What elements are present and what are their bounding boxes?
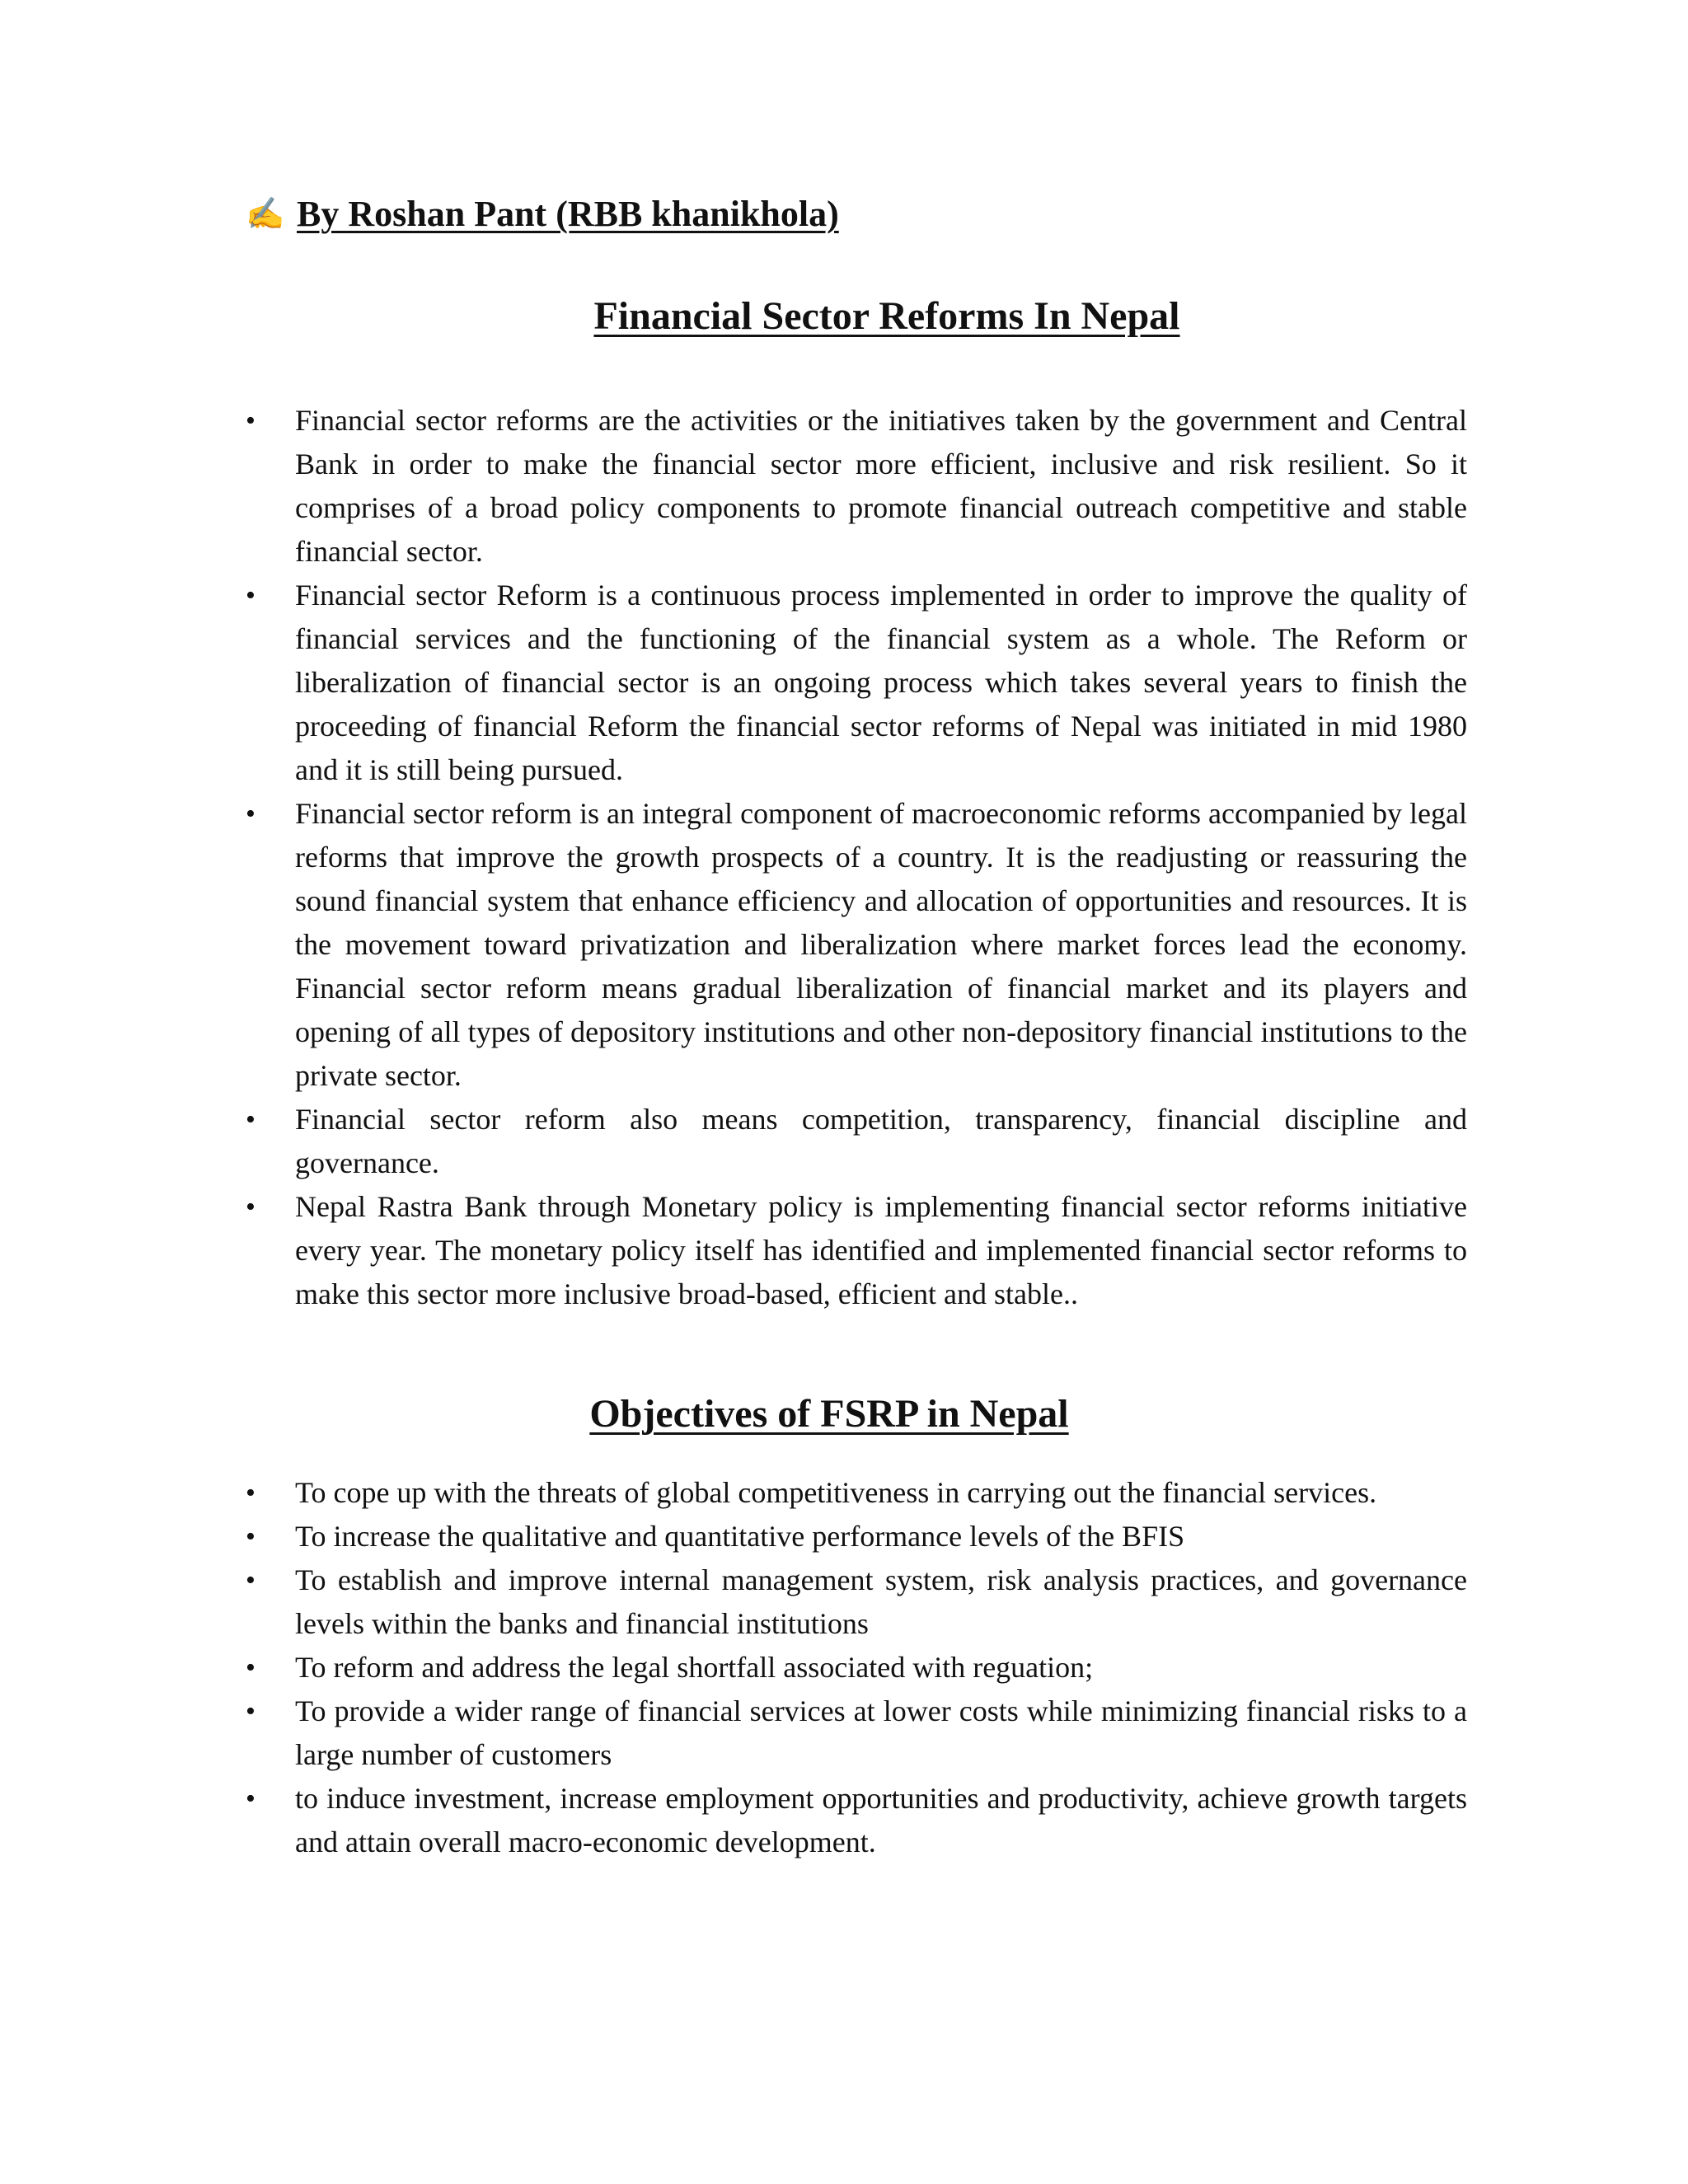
bullet-icon: • [246,1478,256,1508]
list-item: • to induce investment, increase employment opportunities and productivity, achieve growth targets and attain overall macro-economic development. [246,1777,1467,1864]
list-item: • Financial sector reforms are the activities or the initiatives taken by the government and Central Bank in order to make the financial sector more efficient, inclusive and risk resilient. So it comprises of a broad policy components to promote financial outreach competitive and stable financial sector. [246,399,1467,574]
author-name: By Roshan Pant (RBB khanikhola) [297,194,839,234]
list-item: • Financial sector reform also means competition, transparency, financial discipline and governance. [246,1098,1467,1185]
list-item: • Nepal Rastra Bank through Monetary policy is implementing financial sector reforms initiative every year. The monetary policy itself has identified and implemented financial sector reforms to make this sector more inclusive broad-based, efficient and stable.. [246,1185,1467,1316]
bullet-icon: • [246,1652,256,1683]
list-item: • To establish and improve internal management system, risk analysis practices, and governance levels within the banks and financial institutions [246,1558,1467,1646]
bullet-icon: • [246,1192,256,1222]
list-item: • To provide a wider range of financial services at lower costs while minimizing financial risks to a large number of customers [246,1690,1467,1777]
bullet-icon: • [246,1521,256,1552]
bullet-icon: • [246,580,256,611]
bullet-icon: • [246,405,256,436]
bullet-icon: • [246,799,256,829]
list-item: • Financial sector reform is an integral component of macroeconomic reforms accompanied by legal reforms that improve the growth prospects of a country. It is the readjusting or reassuring the sound financial system that enhance efficiency and allocation of opportunities and resources. It is the movement toward privatization and liberalization where market forces lead the economy. Financial sector reform means gradual liberalization of financial market and its players and opening of all types of depository institutions and other non-depository financial institutions to the private sector. [246,792,1467,1098]
reforms-list [246,399,1467,1316]
pen-icon: ✍ [246,196,285,232]
bullet-icon: • [246,1104,256,1135]
page-title: Financial Sector Reforms In Nepal [593,294,1180,338]
objectives-heading: Objectives of FSRP in Nepal [589,1392,1069,1436]
list-item: • To reform and address the legal shortfall associated with reguation; [246,1646,1467,1690]
bullet-icon: • [246,1696,256,1727]
list-item: • Financial sector Reform is a continuous process implemented in order to improve the quality of financial services and the functioning of the financial system as a whole. The Reform or liberalization of financial sector is an ongoing process which takes several years to finish the proceeding of financial Reform the financial sector reforms of Nepal was initiated in mid 1980 and it is still being pursued. [246,574,1467,792]
bullet-icon: • [246,1783,256,1814]
list-item: • To cope up with the threats of global competitiveness in carrying out the financial services. [246,1471,1467,1515]
list-item: • To increase the qualitative and quantitative performance levels of the BFIS [246,1515,1467,1558]
objectives-list [246,1471,1467,1864]
bullet-icon: • [246,1565,256,1596]
author-line [246,193,839,235]
